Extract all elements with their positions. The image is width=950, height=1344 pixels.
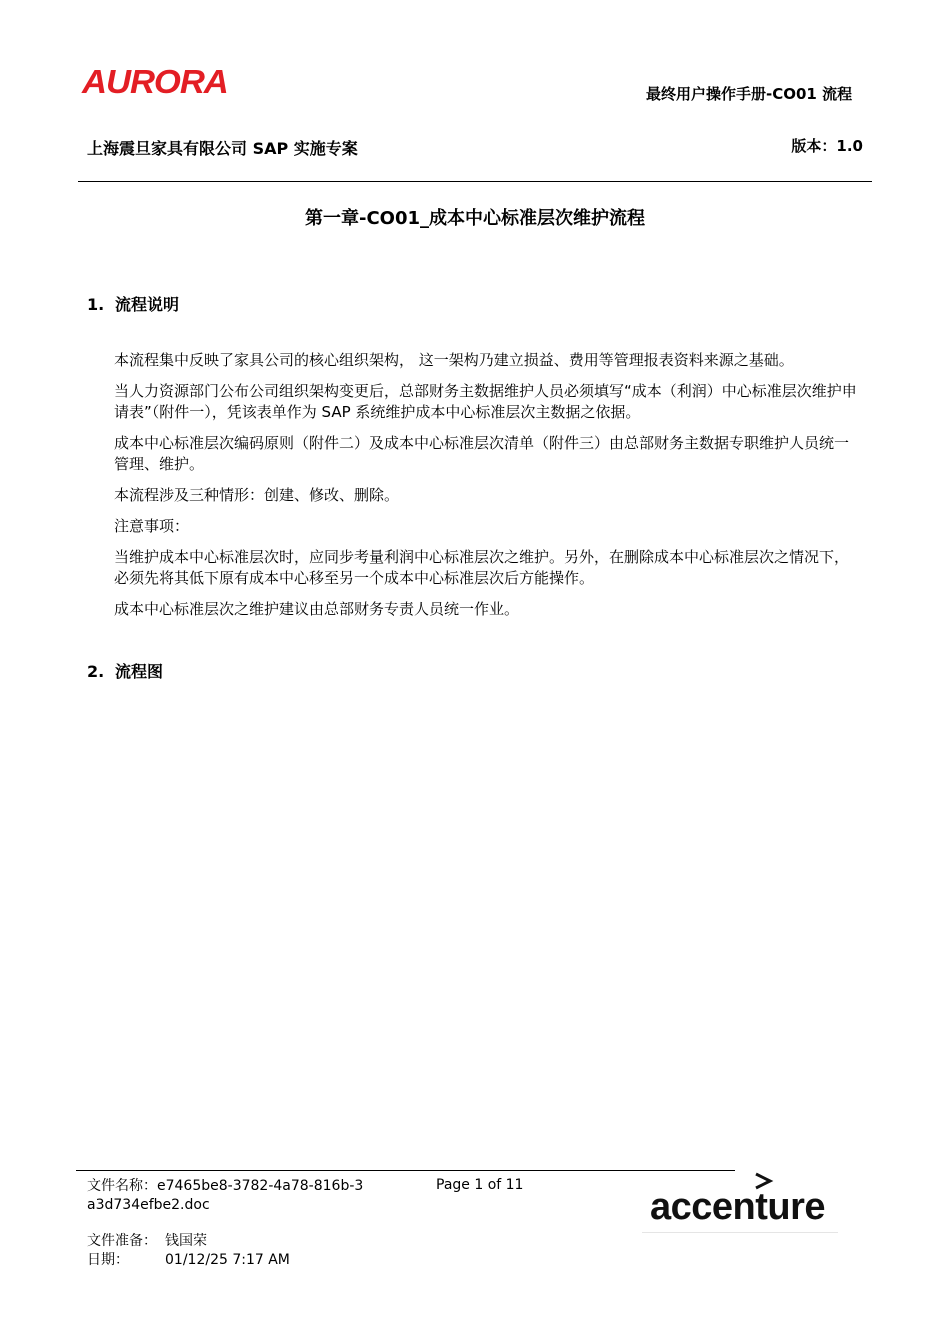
- accenture-logo: accenture: [650, 1186, 826, 1228]
- paragraph: 注意事项：: [114, 517, 190, 535]
- paragraph: 成本中心标准层次编码原则（附件二）及成本中心标准层次清单（附件三）由总部财务主数据专职维护人员统一管理、维护。: [114, 434, 850, 473]
- section-heading-2: [87, 659, 163, 682]
- paragraph: 当维护成本中心标准层次时，应同步考量利润中心标准层次之维护。另外，在删除成本中心标准层次之情况下，必须先将其低下原有成本中心移至另一个成本中心标准层次后方能操作。: [114, 548, 850, 587]
- footer-prepared: [87, 1232, 290, 1270]
- page-number: Page 1 of 11: [436, 1177, 524, 1193]
- chapter-title: 第一章-CO01_成本中心标准层次维护流程: [304, 208, 646, 229]
- paragraph: 成本中心标准层次之维护建议由总部财务专责人员统一作业。: [114, 600, 520, 618]
- file-name-label: 文件名称：: [87, 1178, 157, 1194]
- version-label: 版本：1.0: [791, 137, 863, 155]
- header-divider: [78, 181, 872, 182]
- footer-divider: [76, 1170, 735, 1171]
- section-number: 2.: [87, 662, 105, 681]
- prepared-label: 文件准备：: [87, 1233, 157, 1249]
- section-number: 1.: [87, 295, 105, 314]
- company-name: 上海震旦家具有限公司 SAP 实施专案: [87, 139, 358, 158]
- paragraph: 当人力资源部门公布公司组织架构变更后，总部财务主数据维护人员必须填写“成本（利润）中心标准层次维护申请表”（附件一），凭该表单作为 SAP 系统维护成本中心标准层次主数据之依据。: [114, 382, 857, 421]
- section-heading-1: [87, 292, 179, 315]
- logo-underline: [642, 1232, 838, 1233]
- document-title: 最终用户操作手册-CO01 流程: [646, 85, 853, 103]
- paragraph: 本流程涉及三种情形：创建、修改、删除。: [114, 486, 400, 504]
- aurora-logo: AURORA: [82, 63, 228, 100]
- date-label: 日期：: [87, 1252, 129, 1268]
- footer-file-name: [87, 1177, 367, 1215]
- date-value: 01/12/25 7:17 AM: [165, 1252, 290, 1268]
- file-name-value: e7465be8-3782-4a78-816b-3a3d734efbe2.doc: [87, 1178, 364, 1213]
- paragraph: 本流程集中反映了家具公司的核心组织架构， 这一架构乃建立损益、费用等管理报表资料来源之基础。: [114, 351, 794, 369]
- prepared-by: 钱国荣: [165, 1233, 207, 1249]
- section-title: 流程图: [115, 662, 164, 681]
- section-title: 流程说明: [115, 295, 180, 314]
- section-body: [114, 350, 859, 630]
